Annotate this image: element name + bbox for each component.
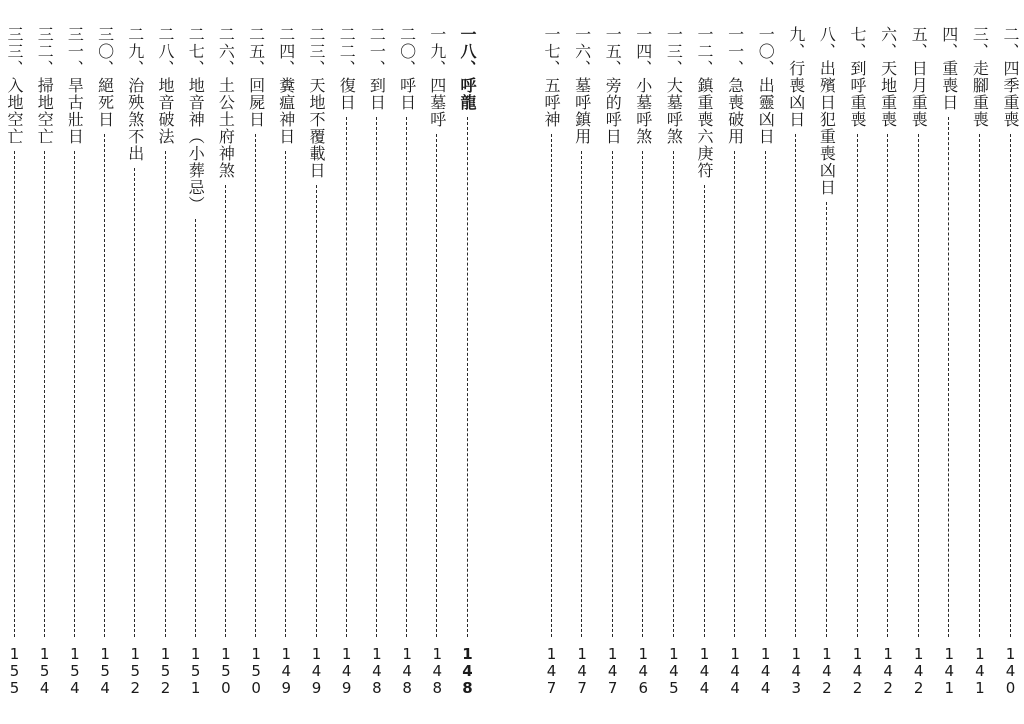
dotted-leader — [225, 185, 226, 637]
toc-entry-page-number: 148 — [367, 645, 386, 696]
toc-entry-page-number: 149 — [337, 645, 356, 696]
toc-entry-page-number: 143 — [787, 645, 806, 696]
toc-entry-page-number: 154 — [35, 645, 54, 696]
toc-entry-page-number: 150 — [247, 645, 266, 696]
toc-entry — [302, 26, 330, 696]
dotted-leader — [74, 151, 75, 637]
toc-entry — [996, 26, 1024, 696]
toc-right-page — [512, 0, 1024, 724]
dotted-leader — [406, 117, 407, 637]
toc-entry-title: 六、天地重喪 — [878, 26, 898, 128]
toc-entry — [181, 26, 209, 696]
toc-entry — [598, 26, 626, 696]
toc-entry-page-number: 152 — [126, 645, 145, 696]
dotted-leader — [346, 117, 347, 637]
toc-entry — [393, 26, 421, 696]
toc-entry-title: 二三、天地不覆載日 — [307, 26, 326, 179]
toc-entry — [30, 26, 58, 696]
toc-entry-page-number: 140 — [1001, 645, 1020, 696]
toc-entry-page-number: 148 — [428, 645, 447, 696]
dotted-leader — [887, 134, 888, 637]
toc-entry-page-number: 148 — [398, 645, 417, 696]
toc-entry-page-number: 149 — [307, 645, 326, 696]
dotted-leader — [551, 134, 552, 637]
toc-entry-title: 七、到呼重喪 — [848, 26, 867, 128]
toc-entry-page-number: 144 — [756, 645, 775, 696]
toc-entry-page-number: 147 — [542, 645, 561, 696]
toc-entry-title: 一九、四墓呼 — [427, 26, 447, 128]
toc-entry-title: 三三、入地空亡 — [5, 26, 24, 145]
toc-entry — [812, 26, 840, 696]
toc-entry — [568, 26, 596, 696]
toc-entry — [659, 26, 687, 696]
dotted-leader — [165, 151, 166, 637]
toc-entry-title: 一六、墓呼鎮用 — [572, 26, 592, 145]
dotted-leader — [195, 219, 196, 637]
dotted-leader — [1010, 134, 1011, 637]
toc-entry-title: 八、出殯日犯重喪凶日 — [817, 26, 837, 196]
toc-entry-title: 二二、復日 — [337, 26, 357, 111]
toc-entry-page-number: 142 — [817, 645, 836, 696]
toc-entry-page-number: 147 — [603, 645, 622, 696]
dotted-leader — [376, 117, 377, 637]
toc-entry-page-number: 155 — [5, 645, 24, 696]
toc-entry — [935, 26, 963, 696]
toc-entry-title: 二一、到日 — [367, 26, 387, 111]
toc-entry-page-number: 149 — [277, 645, 296, 696]
toc-entry-page-number: 154 — [96, 645, 115, 696]
toc-entry-title: 三二、掃地空亡 — [35, 26, 55, 145]
toc-entry-title: 二六、土公土府神煞 — [216, 26, 236, 179]
dotted-leader — [44, 151, 45, 637]
toc-entry — [91, 26, 119, 696]
toc-entry-title: 一四、小墓呼煞 — [633, 26, 653, 145]
toc-entry — [843, 26, 871, 696]
toc-entry — [874, 26, 902, 696]
toc-entry — [121, 26, 149, 696]
dotted-leader — [467, 117, 468, 637]
toc-entry — [211, 26, 239, 696]
toc-entry-title: 一〇、出靈凶日 — [756, 26, 776, 145]
dotted-leader — [734, 151, 735, 637]
toc-entry-title: 四、重喪日 — [939, 26, 959, 111]
toc-entry-page-number: 144 — [726, 645, 745, 696]
dotted-leader — [104, 134, 105, 637]
toc-entry-title: 二七、地音神（小葬忌） — [186, 26, 206, 213]
dotted-leader — [436, 134, 437, 637]
toc-entry-page-number: 142 — [879, 645, 898, 696]
toc-entry-title: 一二、鎮重喪六庚符 — [695, 26, 714, 179]
toc-entry — [453, 26, 481, 696]
toc-entry — [362, 26, 390, 696]
toc-entry-page-number: 141 — [940, 645, 959, 696]
dotted-leader — [673, 151, 674, 637]
toc-entry-title: 一三、大墓呼煞 — [664, 26, 684, 145]
toc-entry-title: 三〇、絕死日 — [95, 26, 115, 128]
dotted-leader — [134, 168, 135, 637]
toc-entry-page-number: 142 — [909, 645, 928, 696]
toc-entry-page-number: 151 — [186, 645, 205, 696]
toc-entry-title: 一五、旁的呼日 — [603, 26, 623, 145]
toc-entry — [0, 26, 28, 696]
toc-entry-title: 二四、糞瘟神日 — [276, 26, 296, 145]
toc-entry-title: 二〇、呼日 — [397, 26, 417, 111]
toc-entry — [423, 26, 451, 696]
toc-entry-title: 九、行喪凶日 — [786, 26, 806, 128]
toc-entry-title: 一一、急喪破用 — [725, 26, 745, 145]
toc-entry — [782, 26, 810, 696]
dotted-leader — [612, 151, 613, 637]
toc-entry — [60, 26, 88, 696]
toc-entry-page-number: 154 — [65, 645, 84, 696]
toc-entry-page-number: 144 — [695, 645, 714, 696]
dotted-leader — [14, 151, 15, 637]
dotted-leader — [642, 151, 643, 637]
dotted-leader — [581, 151, 582, 637]
toc-entry — [751, 26, 779, 696]
toc-entry-title: 三、走腳重喪 — [970, 26, 990, 128]
toc-entry — [904, 26, 932, 696]
toc-entry-title: 一八、呼龍 — [458, 26, 477, 111]
dotted-leader — [979, 134, 980, 637]
toc-entry — [151, 26, 179, 696]
dotted-leader — [857, 134, 858, 637]
toc-entry-title: 三一、旱古壯日 — [65, 26, 85, 145]
toc-entry-title: 一七、五呼神 — [542, 26, 561, 128]
toc-entry-title: 五、日月重喪 — [909, 26, 929, 128]
toc-entry — [332, 26, 360, 696]
toc-entry-title: 二八、地音破法 — [156, 26, 175, 145]
dotted-leader — [765, 151, 766, 637]
dotted-leader — [826, 202, 827, 637]
toc-entry — [537, 26, 565, 696]
toc-entry-page-number: 146 — [634, 645, 653, 696]
toc-entry-page-number: 145 — [664, 645, 683, 696]
dotted-leader — [948, 117, 949, 637]
dotted-leader — [918, 134, 919, 637]
toc-entry-page-number: 148 — [458, 645, 477, 696]
dotted-leader — [285, 151, 286, 637]
toc-entry — [629, 26, 657, 696]
toc-entry-title: 二九、治殃煞不出 — [125, 26, 145, 162]
toc-entry-page-number: 142 — [848, 645, 867, 696]
dotted-leader — [795, 134, 796, 637]
toc-entry — [965, 26, 993, 696]
toc-entry — [242, 26, 270, 696]
dotted-leader — [316, 185, 317, 637]
toc-entry — [272, 26, 300, 696]
toc-entry-page-number: 152 — [156, 645, 175, 696]
toc-entry-title: 二五、回屍日 — [246, 26, 266, 128]
toc-entry-title: 二、四季重喪 — [1001, 26, 1020, 128]
toc-entry — [721, 26, 749, 696]
toc-entry-page-number: 141 — [970, 645, 989, 696]
dotted-leader — [704, 185, 705, 637]
toc-entry-page-number: 147 — [573, 645, 592, 696]
dotted-leader — [255, 134, 256, 637]
toc-entry — [690, 26, 718, 696]
toc-entry-page-number: 150 — [216, 645, 235, 696]
